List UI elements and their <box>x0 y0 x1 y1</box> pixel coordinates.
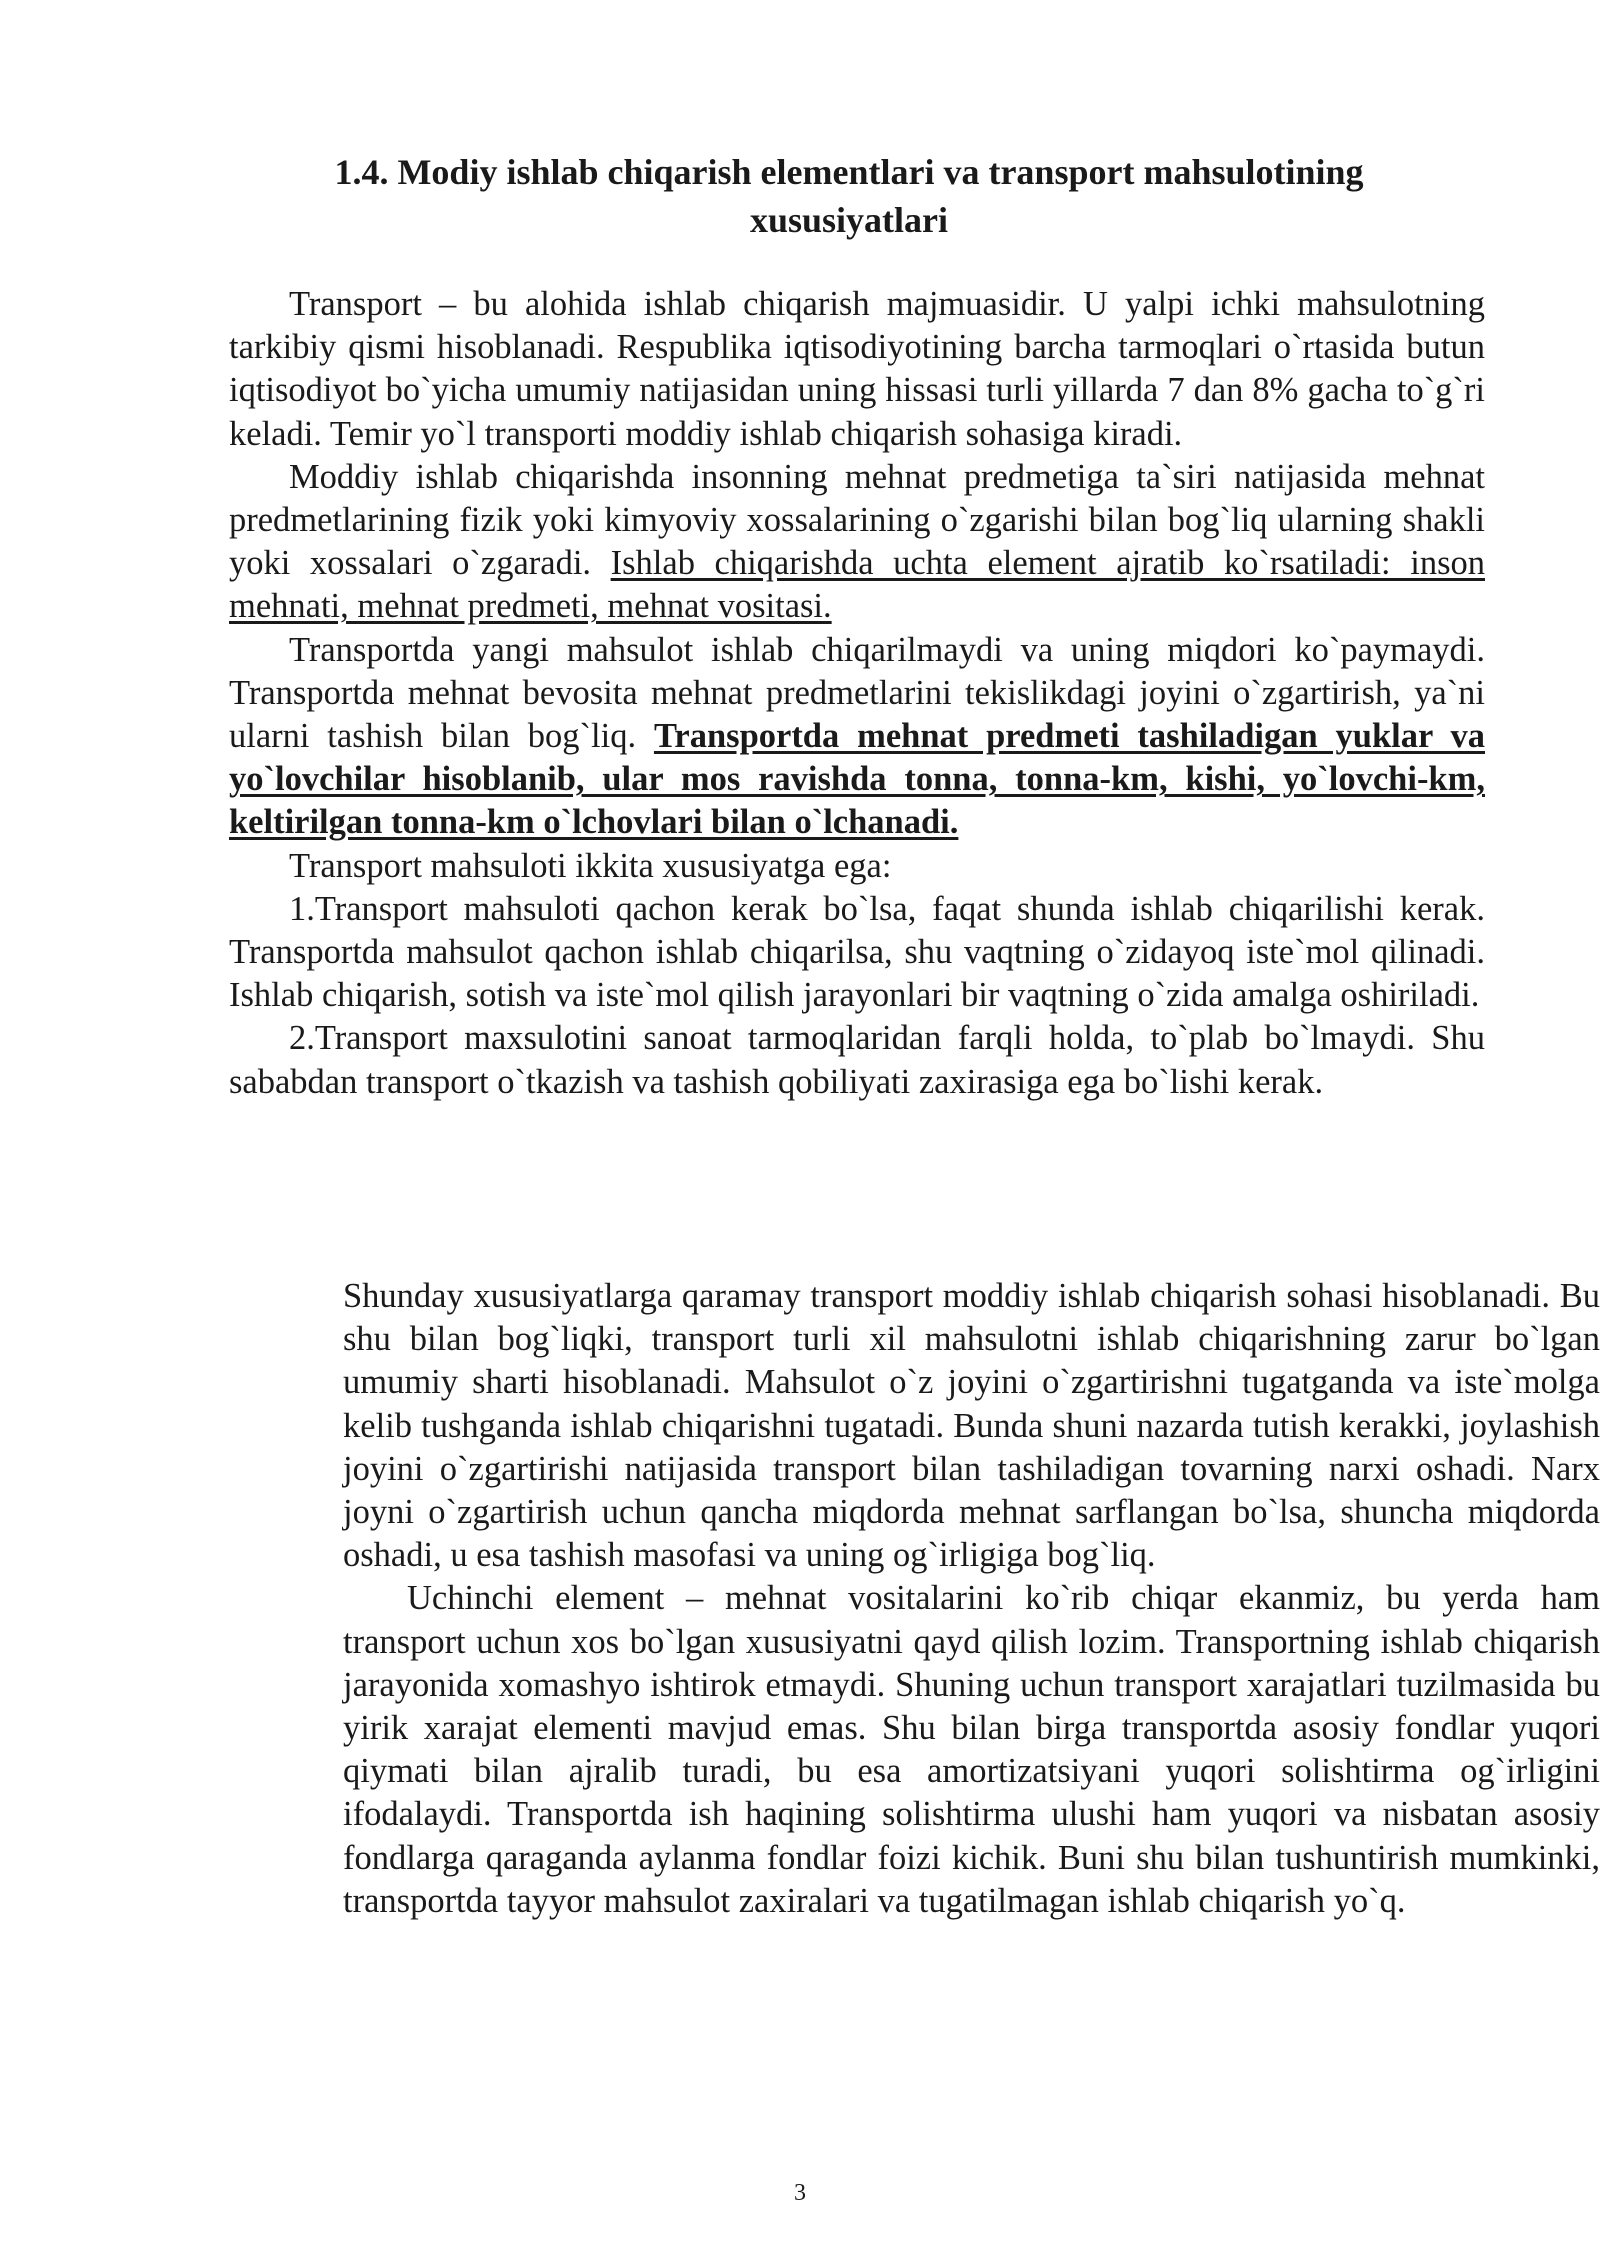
inset-text <box>343 1275 1600 1923</box>
paragraph-2-underlined-text: Ishlab chiqarishda uchta element ajratib ko`rsatiladi: inson mehnati, mehnat predmeti, mehnat vositasi. <box>229 544 1485 626</box>
list-item-1: 1.Transport mahsuloti qachon kerak bo`lsa, faqat shunda ishlab chiqarilishi kerak. Transportda mahsulot qachon ishlab chiqarilsa, shu vaqtning o`zidayoq iste`mol qilinadi. Ishlab chiqarish, sotish va iste`mol qilish jarayonlari bir vaqtning o`zida amalga oshiriladi. <box>229 889 1485 1015</box>
paragraph-7: Shunday xususiyatlarga qaramay transport moddiy ishlab chiqarish sohasi hisoblanadi. Bu shu bilan bog`liqki, transport turli xil mahsulotni ishlab chiqarishning zarur bo`lgan umumiy sharti hisoblanadi. Mahsulot o`z joyini o`zgartirishni tugatganda va iste`molga kelib tushganda ishlab chiqarishni tugatadi. Bunda shuni nazarda tutish kerakki, joylashish joyini o`zgartirishi natijasida transport bilan tashiladigan tovarning narxi oshadi. Narx joyni o`zgartirish uchun qancha miqdorda mehnat sarflangan bo`lsa, shuncha miqdorda oshadi, u esa tashish masofasi va uning og`irligiga bog`liq. <box>343 1277 1600 1575</box>
paragraph-1: Transport – bu alohida ishlab chiqarish majmuasidir. U yalpi ichki mahsulotning tarkibiy qismi hisoblanadi. Respublika iqtisodiyotining barcha tarmoqlari o`rtasida butun iqtisodiyot bo`yicha umumiy natijasidan uning hissasi turli yillarda 7 dan 8% gacha to`g`ri keladi. Temir yo`l transporti moddiy ishlab chiqarish sohasiga kiradi. <box>229 285 1485 453</box>
paragraph-3-text: Transportda yangi mahsulot ishlab chiqarilmaydi va uning miqdori ko`paymaydi. Transportda mehnat bevosita mehnat predmetlarini tekislikdagi joyini o`zgartirish, ya`ni ularni tashish bilan bog`liq. <box>229 630 1485 756</box>
page-number: 3 <box>794 2180 806 2206</box>
section-heading <box>229 148 1469 244</box>
paragraph-3-emphasized-text: Transportda mehnat predmeti tashiladigan yuklar va yo`lovchilar hisoblanib, ular mos ravishda tonna, tonna-km, kishi, yo`lovchi-km, keltirilgan tonna-km o`lchovlari bilan o`lchanadi. <box>229 717 1485 842</box>
paragraph-2 <box>229 456 1485 629</box>
main-text <box>229 283 1485 1104</box>
section-heading-line-1: 1.4. Modiy ishlab chiqarish elementlari va transport mahsulotining <box>334 152 1364 192</box>
paragraph-2-text: Moddiy ishlab chiqarishda insonning mehnat predmetiga ta`siri natijasida mehnat predmetlarining fizik yoki kimyoviy xossalarining o`zgarishi bilan bog`liq ularning shakli yoki xossalari o`zgaradi. <box>229 457 1485 583</box>
paragraph-4: Transport mahsuloti ikkita xususiyatga ega: <box>289 846 892 885</box>
section-heading-line-2: xususiyatlari <box>749 200 949 240</box>
list-item-2: 2.Transport maxsulotini sanoat tarmoqlaridan farqli holda, to`plab bo`lmaydi. Shu sababdan transport o`tkazish va tashish qobiliyati zaxirasiga ega bo`lishi kerak. <box>229 1019 1485 1101</box>
paragraph-8: Uchinchi element – mehnat vositalarini ko`rib chiqar ekanmiz, bu yerda ham transport uchun xos bo`lgan xususiyatni qayd qilish lozim. Transportning ishlab chiqarish jarayonida xomashyo ishtirok etmaydi. Shuning uchun transport xarajatlari tuzilmasida bu yirik xarajat elementi mavjud emas. Shu bilan birga transportda asosiy fondlar yuqori qiymati bilan ajralib turadi, bu esa amortizatsiyani yuqori solishtirma og`irligini ifodalaydi. Transportda ish haqining solishtirma ulushi ham yuqori va nisbatan asosiy fondlarga qaraganda aylanma fondlar foizi kichik. Buni shu bilan tushuntirish mumkinki, transportda tayyor mahsulot zaxiralari va tugatilmagan ishlab chiqarish yo`q. <box>343 1579 1600 1920</box>
paragraph-3 <box>229 629 1485 845</box>
